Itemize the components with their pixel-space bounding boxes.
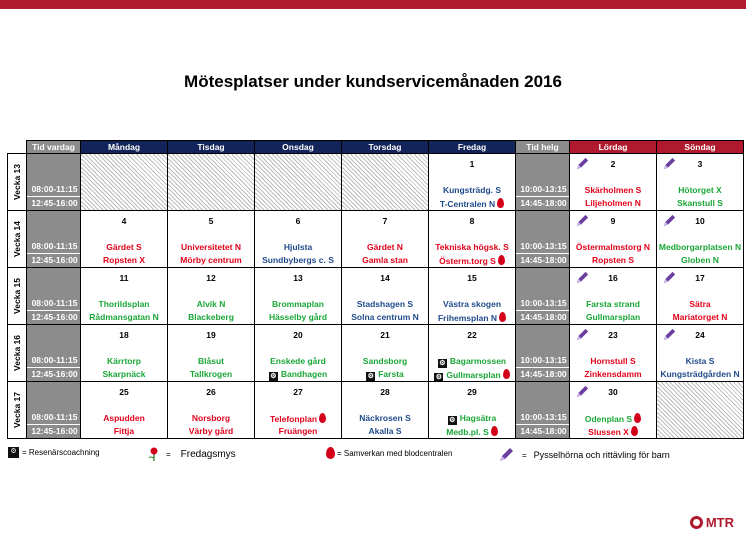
day-cell — [657, 325, 744, 382]
location-line — [429, 312, 515, 324]
location-line — [81, 369, 167, 381]
week-label — [8, 268, 27, 325]
location-line — [429, 185, 515, 198]
location-line — [255, 242, 341, 255]
location-line — [342, 312, 428, 324]
weekday-times — [27, 211, 81, 268]
location-line — [342, 356, 428, 369]
legend-crayon-text: Pysselhörna och rittävling för barn — [533, 450, 670, 460]
location-name: Värby gård — [188, 426, 234, 436]
day-cell — [570, 325, 657, 382]
location-line — [657, 299, 743, 312]
location-name: Fruängen — [278, 426, 318, 436]
location-name: Universitetet N — [181, 242, 241, 252]
day-number: 15 — [467, 273, 477, 283]
location-line — [429, 356, 515, 369]
location-line — [429, 299, 515, 312]
empty-day-cell — [168, 154, 255, 211]
location-name: Näckrosen S — [359, 413, 411, 423]
weekday-times — [27, 325, 81, 382]
location-line — [168, 369, 254, 381]
header-tid-helg: Tid helg — [516, 141, 570, 154]
header-saturday: Lördag — [570, 141, 657, 154]
time-slot: 14:45-18:00 — [516, 253, 569, 267]
day-number: 18 — [119, 330, 129, 340]
blood-drop-icon — [498, 255, 505, 265]
day-cell — [81, 268, 168, 325]
location-name: Ropsten S — [591, 255, 635, 265]
crayon-icon — [575, 214, 589, 228]
location-line — [570, 242, 656, 255]
day-number: 10 — [695, 216, 705, 226]
crayon-icon — [662, 214, 676, 228]
time-slot: 12:45-16:00 — [27, 310, 80, 324]
day-number: 20 — [293, 330, 303, 340]
location-name: Thorildsplan — [98, 299, 150, 309]
location-name: Enskede gård — [270, 356, 326, 366]
location-line — [570, 369, 656, 381]
day-number: 4 — [121, 216, 127, 226]
day-cell — [342, 325, 429, 382]
location-name: Hässelby gård — [268, 312, 328, 322]
week-row — [8, 211, 744, 268]
day-number: 24 — [695, 330, 705, 340]
day-cell — [570, 154, 657, 211]
day-number: 13 — [293, 273, 303, 283]
location-name: Östermalmstorg N — [575, 242, 651, 252]
blood-drop-icon — [631, 426, 638, 436]
location-line — [570, 312, 656, 324]
location-line — [342, 413, 428, 426]
day-cell — [168, 268, 255, 325]
day-cell — [429, 325, 516, 382]
day-number: 3 — [697, 159, 703, 169]
page-title: Mötesplatser under kundservicemånaden 2016 — [184, 72, 562, 91]
location-line — [255, 356, 341, 369]
day-cell — [429, 382, 516, 439]
location-line — [657, 198, 743, 210]
coach-icon: ⚙ — [449, 417, 456, 424]
day-number: 22 — [467, 330, 477, 340]
legend-drop — [326, 447, 452, 459]
location-line — [255, 255, 341, 267]
coach-icon: ⚙ — [435, 374, 442, 381]
location-line — [657, 242, 743, 255]
location-name: Blåsut — [198, 356, 224, 366]
location-name: Medborgarplatsen N — [658, 242, 742, 252]
weekend-times — [516, 154, 570, 211]
legend-drop-text: = Samverkan med blodcentralen — [337, 448, 453, 458]
crayon-icon — [662, 328, 676, 342]
day-number: 30 — [608, 387, 618, 397]
location-line — [429, 426, 515, 438]
location-name: Zinkensdamm — [584, 369, 642, 379]
coach-icon: ⚙ — [439, 360, 446, 367]
location-name: Telefonplan — [269, 414, 318, 424]
day-cell — [81, 382, 168, 439]
crayon-icon — [575, 271, 589, 285]
location-line — [657, 356, 743, 369]
location-name: Kärrtorp — [106, 356, 141, 366]
location-line — [570, 198, 656, 210]
location-line — [570, 413, 656, 426]
location-name: Medb.pl. S — [446, 427, 489, 437]
day-cell — [81, 325, 168, 382]
day-number: 1 — [469, 159, 475, 169]
time-slot: 10:00-13:15 — [520, 355, 567, 365]
location-line — [168, 426, 254, 438]
day-number: 11 — [119, 273, 129, 283]
coach-icon: ⚙ — [367, 373, 374, 380]
week-row — [8, 154, 744, 211]
location-line — [255, 413, 341, 426]
empty-day-cell — [81, 154, 168, 211]
time-slot: 10:00-13:15 — [520, 184, 567, 194]
day-cell — [168, 211, 255, 268]
blood-drop-icon — [634, 413, 641, 423]
day-number: 23 — [608, 330, 618, 340]
location-line — [168, 255, 254, 267]
top-accent-bar — [0, 0, 746, 9]
location-name: T-Centralen N — [439, 199, 496, 209]
empty-day-cell — [657, 382, 744, 439]
time-slot: 10:00-13:15 — [520, 298, 567, 308]
day-number: 8 — [469, 216, 475, 226]
crayon-icon — [498, 447, 514, 463]
location-line — [81, 299, 167, 312]
location-line — [657, 369, 743, 381]
day-cell — [168, 325, 255, 382]
location-name: Sätra — [689, 299, 711, 309]
location-name: Skanstull S — [677, 198, 723, 208]
location-name: Hornstull S — [590, 356, 636, 366]
location-name: Mörby centrum — [180, 255, 242, 265]
day-cell — [255, 211, 342, 268]
empty-day-cell — [342, 154, 429, 211]
location-name: Brommaplan — [272, 299, 324, 309]
location-name: Hötorget X — [678, 185, 722, 195]
location-line — [255, 312, 341, 324]
location-name: Alvik N — [196, 299, 226, 309]
time-slot: 08:00-11:15 — [31, 412, 78, 422]
location-line — [570, 185, 656, 198]
day-cell — [429, 211, 516, 268]
location-name: Gamla stan — [362, 255, 408, 265]
legend-flower — [148, 447, 236, 462]
location-line — [342, 242, 428, 255]
location-line — [570, 299, 656, 312]
location-line — [255, 426, 341, 438]
time-slot: 12:45-16:00 — [27, 253, 80, 267]
blood-drop-icon — [326, 447, 335, 459]
week-row — [8, 325, 744, 382]
location-name: Rådmansgatan N — [89, 312, 159, 322]
location-name: Ropsten X — [102, 255, 146, 265]
day-number: 25 — [119, 387, 129, 397]
location-line — [81, 255, 167, 267]
empty-day-cell — [255, 154, 342, 211]
legend-crayon — [498, 447, 670, 463]
day-cell — [429, 268, 516, 325]
location-line — [429, 369, 515, 381]
location-line — [342, 426, 428, 438]
week-row — [8, 268, 744, 325]
location-name: Gullmarsplan — [585, 312, 641, 322]
legend-coach-text: = Resenärscoachning — [22, 448, 100, 457]
mtr-logo — [690, 515, 734, 530]
time-slot: 12:45-16:00 — [27, 424, 80, 438]
day-cell — [429, 154, 516, 211]
week-label-text: Vecka 13 — [11, 164, 22, 200]
location-name: Tallkrogen — [189, 369, 233, 379]
legend-coach — [8, 447, 100, 458]
location-line — [81, 312, 167, 324]
day-number: 7 — [382, 216, 388, 226]
day-cell — [255, 382, 342, 439]
legend-flower-eq: = — [166, 450, 171, 459]
location-name: Mariatorget N — [672, 312, 728, 322]
location-name: Aspudden — [103, 413, 145, 423]
week-label — [8, 211, 27, 268]
week-label-text: Vecka 17 — [11, 392, 22, 428]
header-sunday: Söndag — [657, 141, 744, 154]
header-friday: Fredag — [429, 141, 516, 154]
location-name: Fittja — [113, 426, 135, 436]
location-name: Hagsätra — [459, 413, 497, 423]
blood-drop-icon — [497, 198, 504, 208]
location-line — [570, 356, 656, 369]
header-tid-vardag: Tid vardag — [27, 141, 81, 154]
location-line — [168, 312, 254, 324]
location-line — [570, 426, 656, 438]
day-number: 14 — [380, 273, 390, 283]
weekend-times — [516, 268, 570, 325]
location-name: Sandsborg — [362, 356, 408, 366]
location-name: Skärholmen S — [584, 185, 642, 195]
header-thursday: Torsdag — [342, 141, 429, 154]
weekday-times — [27, 382, 81, 439]
time-slot: 14:45-18:00 — [516, 424, 569, 438]
weekend-times — [516, 211, 570, 268]
day-number: 2 — [610, 159, 616, 169]
location-name: Stadshagen S — [356, 299, 414, 309]
blood-drop-icon — [499, 312, 506, 322]
location-name: Norsborg — [191, 413, 231, 423]
location-name: Gärdet N — [367, 242, 403, 252]
day-cell — [255, 268, 342, 325]
weekend-times — [516, 325, 570, 382]
week-label-text: Vecka 14 — [11, 221, 22, 257]
location-line — [168, 299, 254, 312]
location-line — [429, 255, 515, 267]
legend-flower-text: Fredagsmys — [180, 449, 236, 460]
day-number: 16 — [608, 273, 618, 283]
location-line — [570, 255, 656, 267]
day-number: 26 — [206, 387, 216, 397]
weekday-times — [27, 268, 81, 325]
week-label — [8, 325, 27, 382]
location-name: Solna centrum N — [351, 312, 419, 322]
blood-drop-icon — [491, 426, 498, 436]
day-cell — [342, 268, 429, 325]
location-line — [168, 242, 254, 255]
header-tuesday: Tisdag — [168, 141, 255, 154]
day-cell — [342, 211, 429, 268]
location-name: Globen N — [681, 255, 719, 265]
week-label — [8, 382, 27, 439]
location-name: Tekniska högsk. S — [435, 242, 509, 252]
day-number: 21 — [380, 330, 390, 340]
location-name: Sundbybergs c. S — [262, 255, 334, 265]
day-cell — [657, 268, 744, 325]
location-line — [168, 356, 254, 369]
location-name: Gullmarsplan — [446, 370, 501, 380]
day-number: 29 — [467, 387, 477, 397]
location-line — [81, 242, 167, 255]
location-name: Hjulsta — [283, 242, 313, 252]
location-line — [657, 255, 743, 267]
day-number: 19 — [206, 330, 216, 340]
day-number: 5 — [208, 216, 214, 226]
crayon-icon — [662, 271, 676, 285]
day-number: 28 — [380, 387, 390, 397]
day-cell — [168, 382, 255, 439]
location-name: Akalla S — [368, 426, 402, 436]
location-name: Bandhagen — [280, 369, 328, 379]
weekday-times — [27, 154, 81, 211]
crayon-icon — [662, 157, 676, 171]
location-name: Farsta strand — [586, 299, 640, 309]
day-number: 12 — [206, 273, 216, 283]
blood-drop-icon — [319, 413, 326, 423]
time-slot: 14:45-18:00 — [516, 367, 569, 381]
location-line — [81, 356, 167, 369]
day-number: 9 — [610, 216, 616, 226]
location-line — [657, 312, 743, 324]
time-slot: 08:00-11:15 — [31, 298, 78, 308]
location-line — [657, 185, 743, 198]
week-label-text: Vecka 15 — [11, 278, 22, 314]
day-cell — [81, 211, 168, 268]
legend-crayon-eq: = — [522, 450, 527, 460]
location-line — [255, 369, 341, 381]
coach-icon: ⚙ — [8, 447, 19, 458]
weekend-times — [516, 382, 570, 439]
location-name: Liljeholmen N — [585, 198, 641, 208]
day-cell — [657, 154, 744, 211]
mtr-logo-icon — [690, 516, 703, 529]
flower-icon — [148, 447, 160, 462]
coach-icon: ⚙ — [270, 373, 277, 380]
crayon-icon — [575, 328, 589, 342]
location-line — [429, 242, 515, 255]
location-name: Kista S — [685, 356, 715, 366]
corner-cell — [8, 141, 27, 154]
day-number: 6 — [295, 216, 301, 226]
location-name: Gärdet S — [106, 242, 142, 252]
time-slot: 08:00-11:15 — [31, 241, 78, 251]
location-line — [342, 255, 428, 267]
mtr-logo-text: MTR — [705, 515, 734, 530]
time-slot: 14:45-18:00 — [516, 196, 569, 210]
time-slot: 14:45-18:00 — [516, 310, 569, 324]
location-name: Odenplan S — [584, 414, 633, 424]
location-name: Frihemsplan N — [437, 313, 498, 323]
location-name: Farsta — [378, 369, 404, 379]
time-slot: 12:45-16:00 — [27, 196, 80, 210]
time-slot: 12:45-16:00 — [27, 367, 80, 381]
blood-drop-icon — [503, 369, 510, 379]
time-slot: 08:00-11:15 — [31, 355, 78, 365]
week-label — [8, 154, 27, 211]
time-slot: 10:00-13:15 — [520, 241, 567, 251]
day-cell — [657, 211, 744, 268]
day-cell — [342, 382, 429, 439]
location-line — [429, 413, 515, 426]
header-wednesday: Onsdag — [255, 141, 342, 154]
week-label-text: Vecka 16 — [11, 335, 22, 371]
location-line — [429, 198, 515, 210]
time-slot: 08:00-11:15 — [31, 184, 78, 194]
location-name: Slussen X — [588, 427, 629, 437]
location-line — [342, 369, 428, 381]
location-line — [81, 413, 167, 426]
day-cell — [570, 268, 657, 325]
location-name: Blackeberg — [188, 312, 234, 322]
crayon-icon — [575, 385, 589, 399]
day-cell — [570, 211, 657, 268]
calendar-table — [7, 140, 744, 439]
location-name: Västra skogen — [442, 299, 502, 309]
location-line — [168, 413, 254, 426]
time-slot: 10:00-13:15 — [520, 412, 567, 422]
location-line — [342, 299, 428, 312]
day-number: 27 — [293, 387, 303, 397]
location-line — [255, 299, 341, 312]
week-row — [8, 382, 744, 439]
location-name: Bagarmossen — [449, 356, 507, 366]
location-name: Skarpnäck — [102, 369, 146, 379]
location-name: Kungsträdgården N — [660, 369, 740, 379]
day-cell — [255, 325, 342, 382]
location-line — [81, 426, 167, 438]
crayon-icon — [575, 157, 589, 171]
location-name: Österm.torg S — [439, 256, 496, 266]
location-name: Kungsträdg. S — [442, 185, 502, 195]
day-number: 17 — [695, 273, 705, 283]
day-cell — [570, 382, 657, 439]
header-monday: Måndag — [81, 141, 168, 154]
